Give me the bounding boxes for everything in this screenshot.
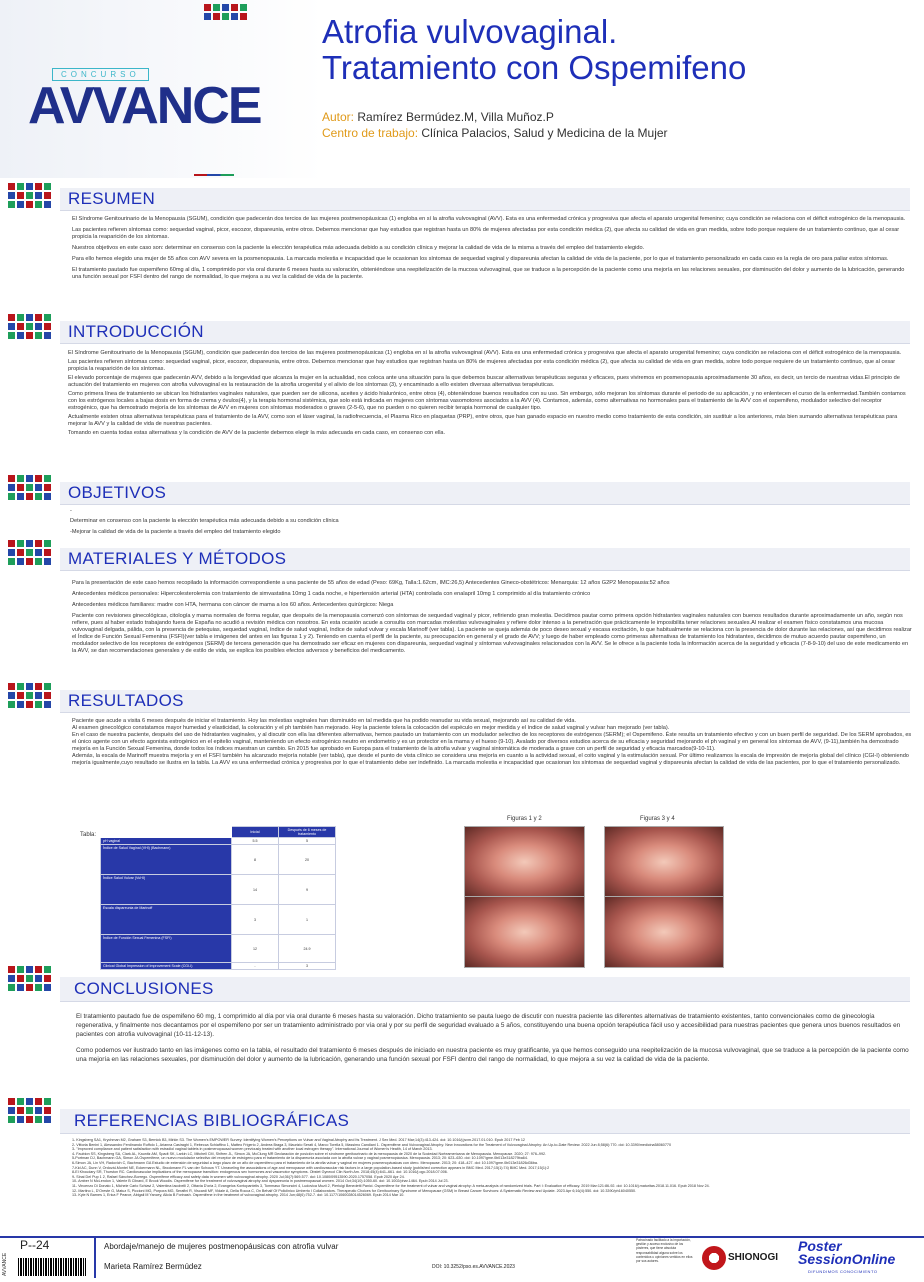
resultados-paragraph: Además, la escala de Marinoff muestra mejoría y en el FSFI también ha alcanzado mejoría notable (ver tabla), que desde el punto de vista clínico se considera una mejoría en cuanto a la actividad sexual, el coito vaginal y la estimulación sexual. Por último realizamos la escala de impresión de mejoría global del clínico (CGI-I) obteniendo mejoría igualmente,cuyo resultado se ilustra en la tabla. La AVV es una enfermedad crónica y progresiva por lo que el tratamiento debe ser indefinido. La marcada molestia e incapacidad que ocasionan los síntomas de sequedad vaginal y dispareunia afectan la calidad de vida de las pacientes, por lo que el tratamiento personalizado.	[72, 753, 909, 766]
conclusiones-header	[60, 977, 910, 1002]
reference-item: 12- Martino L, D'Oreste G, Matuz S, Piccioni MG, Porpora MG, Serafini R, Viscardi MF, Vidale A, Della Rocca C, On Behalf Of Policlinico Umberto I Collaborators. Therapeutic Choices for Genitourinary Syndrome of Menopause (GSM) in Breast Cancer Survivors: A Systematic Review and Update. 2023 Apr 6;16(4):550. doi: 10.3390/ph16040550.	[72, 1188, 637, 1193]
clinical-photo-2	[464, 896, 585, 968]
materiales-paragraph: Paciente con revisiones ginecológicas, citología y mama normales de forma regular, que después de la menopausia comenzó con síntomas de sequedad vaginal y picor, refiriendo gran molestia. Decidimos pautar como primera opción hidratantes vaginales naturales con buenos resultados durante aproximadamente un año, según nos refiere, pues al haber estado trabajando fuera de España no acudió a revisión médica con nosotros. En esta ocasión acude a consulta con marcadas molestias vulvovaginales y refiere dolor intenso a la penetración que prácticamente le imposibilita tener relaciones sexuales.Al realizar el examen físico constatamos una mucosa vulvovaginal delgada, pálida, con la presencia de petequias, sequedad vaginal, índice de salud vaginal, índice de salud vulvar y escala Marinoff (ver tabla). La paciente se queja además de poco deseo sexual y escasa excitación, lo que habitualmente se relaciona con la presencia de dolor durante las relaciones, así que decidimos realizar el Índice de Función Sexual Femenina (FSFI)(ver tabla e imágenes del antes en las figuras 1 y 2). Teniendo en cuenta el perfil de la paciente, su preocupación en general y el grado de AVV; y luego de haber empleado como primeras alternativas de tratamiento los hidratantes, decidimos de mutuo acuerdo pautar ospemifeno, un modulador selectivo de los receptores de estrógenos (SERM) de tercera generación que ha demostrado ser eficaz en mujeres con dispareunia, sequedad vaginal y síntomas vulvovaginales relacionados con la AVV. Se le ofrece a la paciente toda la información acerca de la seguridad y eficacia (7-8-9-10) del uso de este medicamento en la AVV, se dan recomendaciones generales y de estilo de vida, se explica los posibles efectos adversos y beneficios del medicamento.	[72, 613, 912, 654]
table-cell: 9	[279, 875, 336, 905]
table-cell: 12	[232, 935, 279, 963]
logo-kicker: CONCURSO	[52, 68, 149, 81]
table-row	[101, 845, 336, 875]
table-cell: 3	[279, 963, 336, 970]
objetivos-header	[60, 482, 910, 505]
materiales-title: MATERIALES Y MÉTODOS	[68, 549, 287, 568]
table-cell: Índice de Salud Vaginal (VHI) (Bachmann)	[101, 845, 232, 875]
table-row	[101, 875, 336, 905]
table-cell: 20	[279, 845, 336, 875]
introduccion-body	[68, 350, 912, 441]
brand-line-2: SessionOnline	[798, 1251, 896, 1267]
center-value: Clínica Palacios, Salud y Medicina de la Mujer	[421, 126, 668, 140]
resultados-body	[72, 718, 912, 771]
table-row	[101, 838, 336, 845]
referencias-header	[60, 1109, 910, 1134]
footer-disclaimer: Patrocinado facilitado a la importación, gestión y acceso exclusivo de los pósteres, que tiene absoluta responsabilidad alguna sobre los contenidos u opiniones vertidos en ellos por sus autores.	[636, 1238, 693, 1264]
objetivos-item: Determinar en consenso con la paciente la elección terapéutica más adecuada debido a su condición clínica	[70, 518, 339, 524]
section-icon	[8, 314, 51, 339]
sponsor-name: SHIONOGI	[728, 1252, 779, 1263]
header-divider	[194, 174, 234, 176]
materiales-header	[60, 548, 910, 571]
introduccion-title: INTRODUCCIÓN	[68, 322, 204, 341]
barcode-icon	[18, 1258, 86, 1276]
reference-item: 2- Vittoria Benini 1, Alessandro Ferdinando Ruffolo 1, Arianna Casiraghi 1, Rebecca Schiaffino 1, Matteo Frigerio 2, Andrea Braga 3, Maurizio Serati 4, Marco Torella 5, Massimo Candiani 1. Ospemifene and Vulvovaginal Atrophy: New Innovations for the Treatment of Vulvovaginal Atrophy: An Up-to-Date Review. 2022 Jun 8;58(6):770. doi: 10.3390/medicina58060770	[72, 1142, 672, 1147]
figures-label-1: Figuras 1 y 2	[507, 816, 542, 822]
resumen-title: RESUMEN	[68, 189, 156, 208]
reference-item: 13- Kyle N Barnes 1, Erica F Pearce, Abigail M Yancey, Alicia B Forinash. Ospemifene in the treatment of vulvovaginal atrophy. 2014 Jun;48(6):752-7. doi: 10.1177/1060028014526069. Epub 2014 Mar 10.	[72, 1193, 405, 1198]
brand-tagline: DIFUNDIMOS CONOCIMIENTO	[808, 1269, 878, 1274]
table-cell: 5	[279, 838, 336, 845]
reference-item: 4- Faubion SS, Kingsberg SA, Clark AL, Kaunitz AM, Spadt SK, Larkin LC, Mitchell CM, Shifren JL, Simon JA, McClung MR Declaración de posición sobre el síndrome genitourinario de la menopausia de 2020 de la Sociedad Norteamericana de Menopausia. Menopause. 2020; 27: 976–992.	[72, 1151, 547, 1156]
table-label: Tabla:	[80, 832, 97, 838]
resultados-paragraph: Al examen ginecológico constatamos mayor humedad y elasticidad, la coloración y el ph también han mejorado. Hoy la paciente tolera la colocación del espéculo en mejor medida y el índice de salud vaginal y vulvar han mejorado (ver tabla).	[72, 725, 670, 731]
author-value: Ramírez Bermúdez.M, Villa Muñoz.P	[357, 110, 554, 124]
table-header-cell: Después de 6 meses de tratamiento	[279, 827, 336, 838]
conclusiones-body	[76, 1012, 912, 1068]
reference-item: 9- Sinai Del Pup 1 2, Rafael Sánchez-Borrego. Ospemifene efficacy and safety data in women with vulvovaginal atrophy. 2020 Jul;36(7):569-577. doi: 10.1080/09513590.2020.1757058. Epub 2020 Apr 24.	[72, 1174, 405, 1179]
center-label: Centro de trabajo:	[322, 126, 419, 140]
resumen-body	[72, 216, 912, 285]
footer-doi: DOI: 10.3252/pso.es.AVVANCE.2023	[432, 1264, 515, 1270]
resumen-paragraph: El tratamiento pautado fue ospemifeno 60mg al día, 1 comprimido por vía oral durante 6 meses hasta su valoración, obteniéndose una reepitelización de la mucosa vulvovaginal, que se traduce a la percepción de la paciente como una mejoría en las relaciones sexuales, por disminución del dolor y aumento de la lubricación, generando una función sexual por FSFI dentro del rango de normalidad, lo que mejora a su vez la calidad de vida de la paciente.	[72, 267, 905, 280]
results-table	[100, 826, 336, 970]
table-cell: Índice Salud Vulvar (VuHI)	[101, 875, 232, 905]
table-cell: 5.5	[232, 838, 279, 845]
table-cell: Índice de Función Sexual Femenina (FSFI)	[101, 935, 232, 963]
reference-item: 10- Amber N McLendon 1, Valerie B Clinard, E Brook Woodis. Ospemifene for the treatment of vulvovaginal atrophy and dyspareunia in postmenopausal women. 2014 Oct;34(10):1050-60. doi: 10.1002/phar.1464. Epub 2014 Jul 23.	[72, 1179, 449, 1184]
table-row	[101, 905, 336, 935]
introduccion-paragraph: El elevado porcentaje de mujeres que padecerán AVV, debido a la longevidad que alcanza la mujer en la actualidad, nos coloca ante una situación para la que debemos buscar alternativas terapéuticas seguras y eficaces, pues viviremos en posmenopausia aproximadamente 30 años, es decir, un tercio de nuestras vidas.El principio de actuación del tratamiento en mujeres con atrofia vulvovaginal es la restauración de la atrofia urogenital y el alivio de los síntomas (3), y encaminado a ello existen diversas alternativas terapéuticas.	[68, 375, 900, 388]
objetivos-item: -Mejorar la calidad de vida de la paciente a través del empleo del tratamiento elegido	[70, 529, 281, 535]
resultados-header	[60, 690, 910, 713]
footer-side-label: AVVANCE	[2, 1252, 8, 1276]
table-header-cell	[101, 827, 232, 838]
author-label: Autor:	[322, 110, 355, 124]
introduccion-paragraph: El Síndrome Genitourinario de la Menopausia (SGUM), condición que padecerán dos tercios de las mujeres postmenopáusicas (1) engloba en sí la atrofia vulvovaginal (AVV). Esta es una enfermedad crónica y progresiva que afecta el aparato urogenital femenino; cuya condición se relaciona con el déficit estrogénico de la menopausia.	[68, 350, 902, 356]
introduccion-paragraph: Las pacientes refieren síntomas como: sequedad vaginal, picor, escozor, dispareunia, entre otros. Debemos mencionar que hay estudios que registran hasta un 80% de mujeres afectadas por esta condición médica (2), que afecta su calidad de vida en gran medida, sobre todo porque requiere de un tratamiento continuo, que al cesar propicia la reaparición de los síntomas.	[68, 359, 896, 372]
clinical-photo-4	[604, 896, 724, 968]
figures-label-2: Figuras 3 y 4	[640, 816, 675, 822]
resumen-paragraph: El Síndrome Genitourinario de la Menopausia (SGUM), condición que padecerán dos tercios de las mujeres postmenopáusicas (1) engloba en sí la atrofia vulvovaginal (AVV). Esta es una enfermedad crónica y progresiva que afecta el aparato urogenital femenino; cuya condición se relaciona con el déficit estrogénico de la menopausia.	[72, 216, 906, 222]
reference-item: 11- Vincenzo Di Donato 1, Michele Carlo Schiavi 2, Valentina Iacobelli 2, Ottavia D'oria 2, Evangelos Kontopantelis 3, Tommaso Simoncini 4, Ludovica Muzii 2, Pierluigi Benedetti Panici. Ospemifene for the treatment of vulvar and vaginal atrophy: A meta-analysis of randomized trials. Part I: Evaluation of efficacy. 2019 Mar:121:86-92. doi: 10.1016/j.maturitas.2018.11.016. Epub 2018 Nov 24.	[72, 1183, 710, 1188]
avvance-logo: AVVANCE	[28, 77, 261, 135]
section-icon	[8, 1098, 51, 1123]
footer-author: Marieta Ramírez Bermúdez	[104, 1262, 202, 1271]
table-header-row	[101, 827, 336, 838]
table-row	[101, 963, 336, 970]
table-cell: 24.9	[279, 935, 336, 963]
table-cell: 8	[232, 845, 279, 875]
referencias-title: REFERENCIAS BIBLIOGRÁFICAS	[74, 1111, 350, 1130]
table-cell: 1	[279, 905, 336, 935]
table-cell: Escala dispareunia de Marinoff	[101, 905, 232, 935]
reference-item: 7-Kid AC, Dunn V, Ordovál-Montel NE, Eckermann NL, Brookmann FL van der Schouw YT. Unraveling the associations of age and menopause with cardiovascular risk factors in a large population-based study (published correction appears in BMC Med. 2017;15(1):74) BMC Med. 2017;15(1):2	[72, 1165, 550, 1170]
reference-item: 8-El Khoudary SR, Thurston RC. Cardiovascular implications of the menopause transition: endogenous sex hormones and vasomotor symptoms. Obstet Gynecol Clin North Am. 2018;45(4):641–661. doi: 10.1016/j.ogc.2018.07.006.	[72, 1170, 448, 1175]
introduccion-header	[60, 321, 910, 344]
work-center	[322, 126, 668, 140]
conclusiones-paragraph: El tratamiento pautado fue de ospemifeno 60 mg, 1 comprimido al día por vía oral durante 6 meses hasta su valoración. Dicho tratamiento se pauta luego de discutir con nuestra paciente las diferentes alternativas de tratamiento existentes, tanto convencionales como de ginecología regenerativa, y finalmente nos decantamos por el ospemifeno por ser un tratamiento administrado por vía oral y por su perfil de seguridad evaluado a 5 años, constituyendo una buena opción terapéutica fácil uso y accesibilidad para nuestras pacientes que genera unos buenos resultados en pacientes con atrofia vulvovaginal (10-11-12-13).	[76, 1013, 901, 1039]
conclusiones-title: CONCLUSIONES	[74, 979, 214, 998]
section-icon	[8, 966, 51, 991]
conclusiones-paragraph: Como podemos ver ilustrado tanto en las imágenes como en la tabla, el resultado del tratamiento 6 meses después de iniciado en nuestra paciente es muy gratificante, ya que hemos conseguido una reepitelización de la mucosa vulvovaginal, que se traduce a la percepción de la paciente como una mejoría en las relaciones sexuales, por disminución del dolor y aumento de la lubricación, generando una función sexual por FSFI dentro del rango de normalidad, lo que mejora a su vez la calidad de vida de la paciente.	[76, 1046, 909, 1063]
introduccion-paragraph: Como primera línea de tratamiento se ubican los hidratantes vaginales naturales, que pueden ser de silicona, aceites y ácido hialurónico, entre otros (4), obteniéndose buenos resultados con su uso. Sin embargo, sólo mejoran los síntomas durante el periodo de su aplicación, y no enlentecen el curso de la enfermedad.También contamos con los estrógenos locales a bajas dosis en forma de crema y óvulos(4), y la terapia hormonal sistémica, que solo está indicada en mujeres con síntomas vasomotores asociados a la AVV (4). Contamos, además, como alternativas no hormonales para el tratamiento de la AVV con el ospemifeno, modulador selectivo del receptor estrogénico, que ha demostrado mejoría de los síntomas de AVV en mujeres con síntomas moderados o graves (2-5-6), que no pueden o no quieren recibir terapia hormonal de cualquier tipo.	[68, 391, 906, 411]
resultados-paragraph: Paciente que acude a visita 6 meses después de iniciar el tratamiento. Hoy las molestias vaginales han disminuido en tal medida que ha podido reanudar su vida sexual, mejorando así su calidad de vida.	[72, 718, 577, 724]
clinical-photo-1	[464, 826, 585, 898]
title-line-1: Atrofia vulvovaginal.	[322, 13, 618, 50]
objetivos-body	[70, 508, 910, 540]
poster-code: P--24	[20, 1238, 50, 1252]
materiales-body	[72, 580, 912, 659]
section-icon	[8, 540, 51, 565]
title-line-2: Tratamiento con Ospemifeno	[322, 49, 747, 86]
section-icon	[8, 683, 51, 708]
resumen-paragraph: Las pacientes refieren síntomas como: sequedad vaginal, picor, escozor, dispareunia, entre otros. Debemos mencionar que hay estudios que registran hasta un 80% de mujeres afectadas por esta condición médica (2), que afecta su calidad de vida en gran medida, sobre todo porque requiere de un tratamiento continuo, que al cesar propicia la reaparición de los síntomas.	[72, 227, 900, 240]
table-row	[101, 935, 336, 963]
reference-item: 1- Kingsberg SA1, Krychman M2, Graham S3, Bernick B3, Mirkin S3. The Women's EMPOWER Survey: Identifying Women's Perceptions on Vulvar and Vaginal Atrophy and Its Treatment. J Sex Med. 2017 Mar;14(3):413-424. doi: 10.1016/j.jsxm.2017.01.010. Epub 2017 Feb 12	[72, 1138, 525, 1142]
resumen-paragraph: Nuestros objetivos en este caso son: determinar en consenso con la paciente la elección terapéutica más adecuada debido a su condición clínica y mejorar la calidad de vida de la misma a través del empleo del tratamiento elegido.	[72, 245, 645, 251]
resultados-title: RESULTADOS	[68, 691, 184, 710]
objetivos-item: -	[70, 508, 72, 514]
reference-item: 6-Simon JA, Lin VH, Radovich C, Bachmann GA Estudio de extensión de seguridad a largo plazo de un año de ospemifeno para el tratamiento de la atrofia vulvar y vaginal en mujeres posmenopáusicas con útero. Menopause. 2013; 20: 418–427. doi: 10.1097/gme.0b013e31826d36ba.	[72, 1160, 538, 1165]
table-cell: -	[232, 963, 279, 970]
table-cell: 3	[232, 905, 279, 935]
section-icon	[8, 183, 51, 208]
materiales-paragraph: Para la presentación de este caso hemos recopilado la información correspondiente a una paciente de 55 años de edad (Peso: 69Kg, Talla:1.62cm, IMC:26,5) Antecedentes Gineco-obstétricos: Menarquia: 12 años G2P2 Menopausia:52 años	[72, 580, 670, 586]
clinical-photo-3	[604, 826, 724, 898]
brand-line-1: Poster	[798, 1238, 842, 1254]
table-cell: 14	[232, 875, 279, 905]
referencias-list	[72, 1138, 912, 1198]
section-icon	[8, 475, 51, 500]
introduccion-paragraph: Tomando en cuenta todas estas alternativas y la condición de AVV de la paciente debemos elegir la más adecuada en cada caso, en consenso con ella.	[68, 430, 446, 436]
resultados-paragraph: En el caso de nuestra paciente, después del uso de hidratantes vaginales, y al discutir con ella las diferentes alternativas, hemos pautado un tratamiento con un modulador selectivo de los receptores de estrógenos (SERM); el Ospemifeno. Éste resulta un tratamiento efectivo y con un buen perfil de seguridad. De los SERM aprobados, es el único agente con un efecto agonista estrogénico en el epitelio vaginal, manteniendo un efecto estrogénico neutro en endometrio y es un protector en la mama y el hueso (9-10). Avalado por diversos estudios acerca de su eficacia y seguridad mejorando el ph vaginal y en general los síntomas de AVV, (9-11),también ha demostrado mejoría en la Función Sexual Femenina, donde todos los índices muestran un cambio. En 2015 fue aprobado en Europa para el tratamiento de la atrofia vulvar y vaginal sintomática de moderada a grave con un perfil de seguridad y eficacia marcados(9-10-11).	[72, 732, 912, 752]
authors	[322, 110, 554, 124]
footer-divider	[94, 1238, 96, 1278]
table-cell: Clinical Global Impression of Improvement Scale (CGI-I)	[101, 963, 232, 970]
poster-title	[322, 14, 902, 86]
introduccion-paragraph: Actualmente existen otras alternativas terapéuticas para el tratamiento de la AVV, como son el láser vaginal, la radiofrecuencia, el Plasma Rico en plaquetas (PRP), entre otros, que han ganado espacio en nuestro medio como tratamiento de esta condición, sin sustituir a los anteriores, más bien sumando alternativas terapéuticas para mejorar la AVV y la calidad de vida de nuestras pacientes.	[68, 414, 898, 427]
materiales-paragraph: Antecedentes médicos familiares: madre con HTA, hermana con cáncer de mama a los 60 años. Antecedentes quirúrgicos: Niega	[72, 602, 394, 608]
resumen-paragraph: Para ello hemos elegido una mujer de 55 años con AVV severa en la posmenopausia. La marcada molestia e incapacidad que le ocasionan los síntomas de sequedad vaginal y dispareunia afectan la calidad de vida de la paciente, por lo que el tratamiento personalizado en cada caso es la regla de oro para paliar estos síntomas.	[72, 256, 889, 262]
shionogi-logo-icon	[702, 1246, 726, 1270]
resumen-header	[60, 188, 910, 211]
postersession-logo	[798, 1240, 895, 1266]
table-header-cell: Inicial	[232, 827, 279, 838]
reference-item: 5-Portman DJ, Bachmann GA, Simon JA Ospemifene, un nuevo modulador selectivo del receptor de estrógeno para el tratamiento de la dispareunia asociada con la atrofia vulvar y vaginal posmenopáusica. Menopausia. 2013; 20: 623–630. doi: 10.1097/gme.0b013e318279ba64.	[72, 1156, 528, 1161]
header-deco-pattern	[204, 4, 247, 20]
reference-item: 3- "Improved compliance and patient satisfaction with estradiol vaginal tablets in postmenopausal women previously treated with another local estrogen therapy". International Journal of Women's Health, 14 of March 2013.	[72, 1147, 433, 1152]
triangle-pattern-icon	[204, 4, 247, 20]
footer-topic: Abordaje/manejo de mujeres postmenopáusicas con atrofia vulvar	[104, 1242, 339, 1251]
table-cell: pH vaginal	[101, 838, 232, 845]
results-table-grid	[100, 826, 336, 970]
materiales-paragraph: Antecedentes médicos personales: Hipercolesterolemia con tratamiento de simvastatina 10mg 1 cada noche, e hipertensión arterial (HTA) controlada con enalapril 10mg 1 comprimido al día tratamiento crónico	[72, 591, 591, 597]
objetivos-title: OBJETIVOS	[68, 483, 167, 502]
